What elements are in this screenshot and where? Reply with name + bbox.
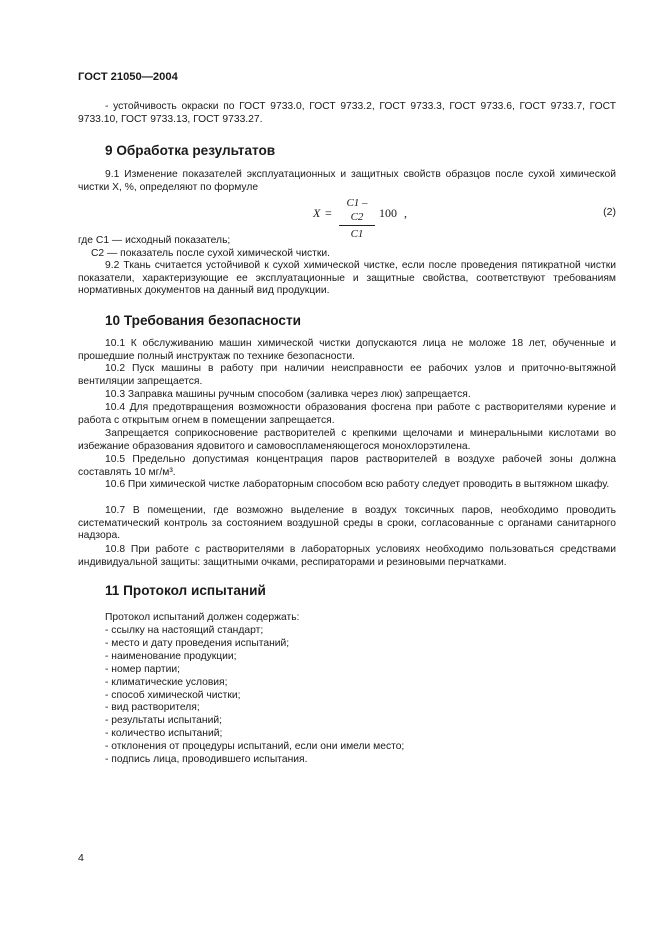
standard-header: ГОСТ 21050—2004 (78, 71, 178, 83)
paragraph-10-6: 10.6 При химической чистке лабораторным способом всю работу следует проводить в вытяжном шкафу. (105, 479, 610, 490)
paragraph-10-3: 10.3 Заправка машины ручным способом (заливка через люк) запрещается. (105, 389, 471, 400)
list-item: - номер партии; (105, 663, 180, 675)
page-number: 4 (78, 852, 84, 864)
paragraph-10-8: 10.8 При работе с растворителями в лабораторных условиях необходимо пользоваться средствами индивидуальной защиты: защитными очками, респираторами и резиновыми перчатками. (78, 544, 616, 568)
paragraph-10-4: 10.4 Для предотвращения возможности образования фосгена при работе с растворителями курение и работа с открытым огнем в помещении запрещается. (78, 402, 616, 426)
formula-equals: = (325, 206, 332, 220)
paragraph-10-5: 10.5 Предельно допустимая концентрация паров растворителей в воздухе рабочей зоны должна составлять 10 мг/м³. (78, 454, 616, 478)
protocol-lead: Протокол испытаний должен содержать: (105, 612, 300, 623)
list-item: - климатические условия; (105, 676, 228, 688)
formula-factor: 100 (379, 206, 397, 220)
list-item: - наименование продукции; (105, 650, 237, 662)
formula-fraction (339, 196, 375, 241)
paragraph-10-1: 10.1 К обслуживанию машин химической чистки допускаются лица не моложе 18 лет, обученные и прошедшие полный инструктаж по технике безопасности. (78, 338, 616, 362)
formula-lhs: X (313, 206, 321, 220)
protocol-list (105, 625, 404, 767)
where-c2: C2 — показатель после сухой химической чистки. (91, 248, 331, 259)
section-10-title: 10 Требования безопасности (105, 313, 302, 328)
list-item: - способ химической чистки; (105, 689, 241, 701)
section-11-title: 11 Протокол испытаний (105, 583, 266, 598)
paragraph-10-7: 10.7 В помещении, где возможно выделение в воздух токсичных паров, необходимо проводить систематический контроль за состоянием воздушной среды в сроки, согласованные с органами санитарного надзора. (78, 505, 616, 542)
list-item: - результаты испытаний; (105, 715, 222, 727)
list-item: - вид растворителя; (105, 702, 200, 714)
formula-numerator: C1 – C2 (346, 197, 368, 223)
paragraph-9-2: 9.2 Ткань считается устойчивой к сухой химической чистке, если после проведения пятикратной чистки показатели, характеризующие ее эксплуатационные и защитные свойства, соответствуют требованиям нормативных документов на данный вид продукции. (78, 260, 616, 297)
list-item: - место и дату проведения испытаний; (105, 637, 290, 649)
paragraph-10-4-note: Запрещается соприкосновение растворителей с крепкими щелочами и минеральными кислотами во избежание образования ядовитого и самовоспламеняющегося монохлорэтилена. (78, 428, 616, 452)
list-item: - отклонения от процедуры испытаний, если они имели место; (105, 741, 405, 753)
section-9-title: 9 Обработка результатов (105, 143, 276, 158)
intro-line: - устойчивость окраски по ГОСТ 9733.0, ГОСТ 9733.2, ГОСТ 9733.3, ГОСТ 9733.6, ГОСТ 9733.7, ГОСТ 9733.10, ГОСТ 9733.13, ГОСТ 9733.27. (78, 101, 616, 125)
formula-comma: , (404, 206, 407, 220)
paragraph-10-2: 10.2 Пуск машины в работу при наличии неисправности ее рабочих узлов и приточно-вытяжной вентиляции запрещается. (78, 363, 616, 387)
paragraph-9-1: 9.1 Изменение показателей эксплуатационных и защитных свойств образцов после сухой химической чистки X, %, определяют по формуле (78, 169, 616, 193)
list-item: - подпись лица, проводившего испытания. (105, 754, 308, 766)
formula-2 (313, 196, 616, 240)
list-item: - количество испытаний; (105, 728, 223, 740)
where-c1: где C1 — исходный показатель; (78, 235, 231, 246)
formula-number: (2) (603, 206, 616, 218)
formula-denominator: C1 (350, 228, 364, 240)
list-item: - ссылку на настоящий стандарт; (105, 625, 264, 636)
fraction-bar (339, 225, 375, 226)
document-page (78, 0, 616, 936)
